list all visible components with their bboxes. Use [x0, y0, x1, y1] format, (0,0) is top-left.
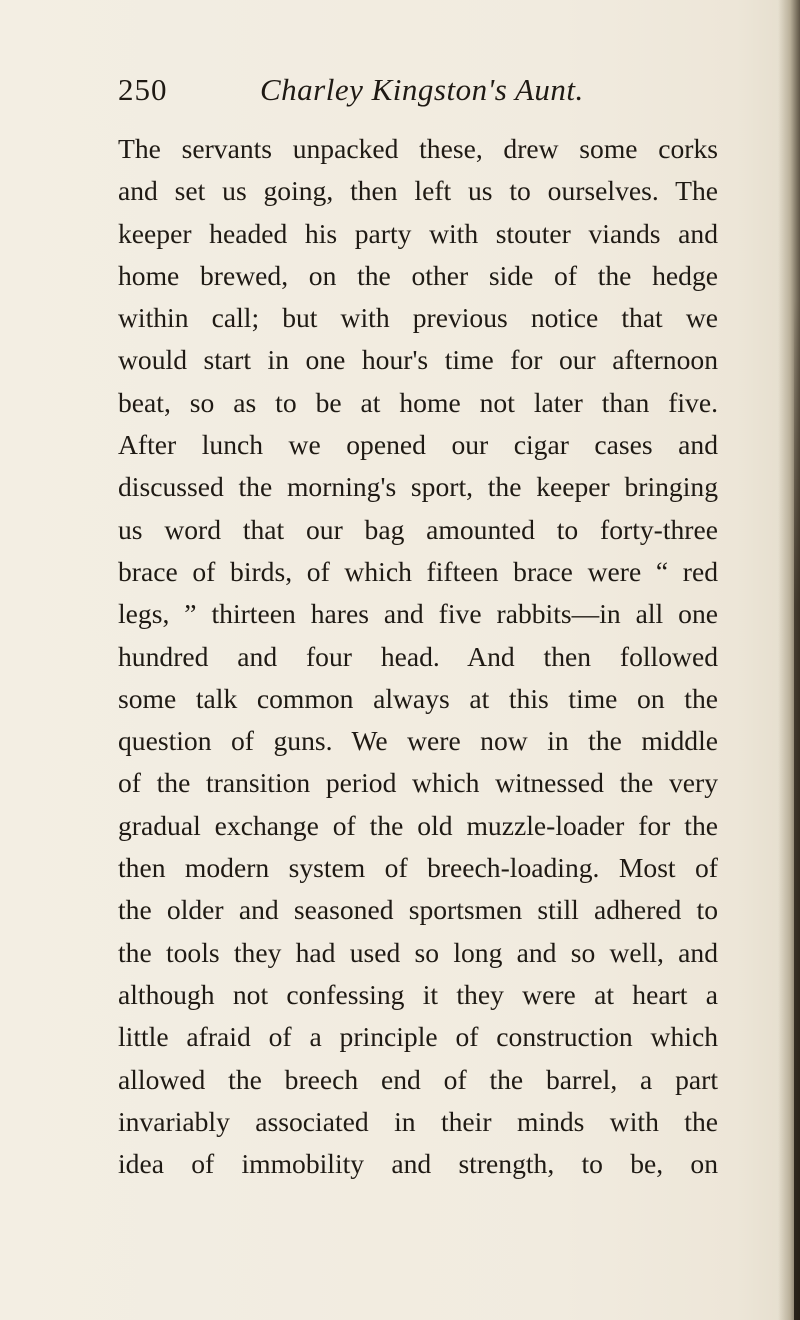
text-line: idea of immobility and strength, to be, on: [118, 1148, 718, 1180]
text-line: the older and seasoned sportsmen still adhered to: [118, 894, 718, 926]
text-line: question of guns. We were now in the middle: [118, 725, 718, 757]
text-line: The servants unpacked these, drew some corks: [118, 133, 718, 164]
text-line: of the transition period which witnessed the very: [118, 767, 718, 799]
text-line: home brewed, on the other side of the hedge: [118, 259, 718, 291]
text-line: invariably associated in their minds with the: [118, 1105, 718, 1137]
text-line: discussed the morning's sport, the keeper bringing: [118, 471, 718, 503]
text-line: within call; but with previous notice that we: [118, 302, 718, 334]
page-number: 250: [118, 72, 168, 107]
text-line: would start in one hour's time for our afternoon: [118, 344, 718, 376]
text-line: and set us going, then left us to ourselves. The: [118, 175, 718, 207]
text-line: legs, ” thirteen hares and five rabbits—in all one: [118, 598, 718, 630]
page-binding-edge: [794, 300, 800, 1320]
text-line: gradual exchange of the old muzzle-loader for the: [118, 809, 718, 841]
body-text: [118, 128, 718, 1185]
text-line: hundred and four head. And then followed: [118, 640, 718, 672]
text-line: After lunch we opened our cigar cases and: [118, 429, 718, 461]
text-line: although not confessing it they were at heart a: [118, 978, 718, 1010]
text-line: us word that our bag amounted to forty-three: [118, 513, 718, 545]
running-title: Charley Kingston's Aunt.: [260, 72, 584, 107]
text-line: the tools they had used so long and so well, and: [118, 936, 718, 968]
page-header: [118, 72, 718, 122]
text-line: brace of birds, of which fifteen brace were “ red: [118, 555, 718, 587]
text-line: keeper headed his party with stouter viands and: [118, 217, 718, 249]
text-line: allowed the breech end of the barrel, a part: [118, 1063, 718, 1095]
text-line: beat, so as to be at home not later than five.: [118, 386, 718, 418]
text-line: then modern system of breech-loading. Most of: [118, 852, 718, 884]
text-line: some talk common always at this time on the: [118, 682, 718, 714]
text-line: little afraid of a principle of construction which: [118, 1021, 718, 1053]
